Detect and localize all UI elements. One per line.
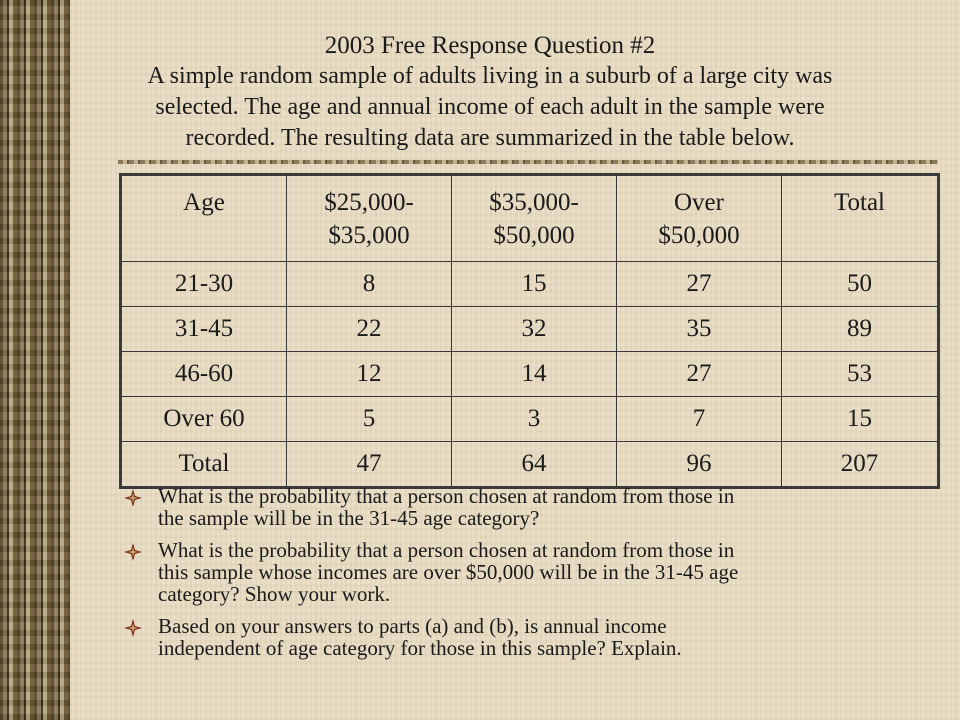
question-line: the sample will be in the 31-45 age category? — [158, 506, 540, 530]
table-cell: 7 — [617, 397, 782, 442]
table-cell: 14 — [452, 352, 617, 397]
intro-line: recorded. The resulting data are summarized in the table below. — [185, 125, 795, 151]
table-cell: 46-60 — [121, 352, 287, 397]
table-cell: 15 — [782, 397, 939, 442]
table-cell: 89 — [782, 307, 939, 352]
question-item — [122, 615, 902, 659]
table-header-row — [121, 175, 939, 262]
data-table — [119, 173, 940, 489]
table-cell: 21-30 — [121, 262, 287, 307]
table-cell: 207 — [782, 442, 939, 488]
table-cell: 5 — [287, 397, 452, 442]
table-cell: 32 — [452, 307, 617, 352]
table-cell: 8 — [287, 262, 452, 307]
leaf-bullet-icon — [122, 487, 144, 509]
table-cell: 12 — [287, 352, 452, 397]
table-cell: 31-45 — [121, 307, 287, 352]
question-list — [122, 485, 902, 669]
table-row-total — [121, 442, 939, 488]
table-cell: 15 — [452, 262, 617, 307]
leaf-bullet-icon — [122, 617, 144, 639]
decorative-divider — [118, 160, 938, 164]
question-line: What is the probability that a person chosen at random from those in — [158, 538, 735, 562]
table-cell: 50 — [782, 262, 939, 307]
table-cell: 53 — [782, 352, 939, 397]
question-line: this sample whose incomes are over $50,000 will be in the 31-45 age — [158, 560, 739, 584]
page-title: 2003 Free Response Question #2 — [324, 32, 656, 59]
header-age: Age — [121, 175, 287, 262]
question-line: independent of age category for those in this sample? Explain. — [158, 636, 682, 660]
header-total: Total — [782, 175, 939, 262]
table-cell: 64 — [452, 442, 617, 488]
leaf-bullet-icon — [122, 541, 144, 563]
question-item — [122, 539, 902, 605]
question-line: category? Show your work. — [158, 582, 391, 606]
slide-title — [100, 30, 880, 154]
table-cell: Over 60 — [121, 397, 287, 442]
header-over-50k: Over $50,000 — [617, 175, 782, 262]
table-row — [121, 397, 939, 442]
header-35k-50k: $35,000- $50,000 — [452, 175, 617, 262]
table-cell: 3 — [452, 397, 617, 442]
table-cell: 27 — [617, 352, 782, 397]
table-row — [121, 307, 939, 352]
table-row — [121, 262, 939, 307]
table-cell: 96 — [617, 442, 782, 488]
table-cell: 22 — [287, 307, 452, 352]
intro-line: selected. The age and annual income of each adult in the sample were — [155, 94, 825, 120]
question-line: Based on your answers to parts (a) and (b), is annual income — [158, 614, 667, 638]
question-line: What is the probability that a person chosen at random from those in — [158, 484, 735, 508]
question-item — [122, 485, 902, 529]
table-row — [121, 352, 939, 397]
table-cell: 35 — [617, 307, 782, 352]
table-cell: Total — [121, 442, 287, 488]
header-25k-35k: $25,000- $35,000 — [287, 175, 452, 262]
table-cell: 47 — [287, 442, 452, 488]
intro-line: A simple random sample of adults living in a suburb of a large city was — [147, 63, 833, 89]
decorative-border-strip — [0, 0, 70, 720]
table-cell: 27 — [617, 262, 782, 307]
